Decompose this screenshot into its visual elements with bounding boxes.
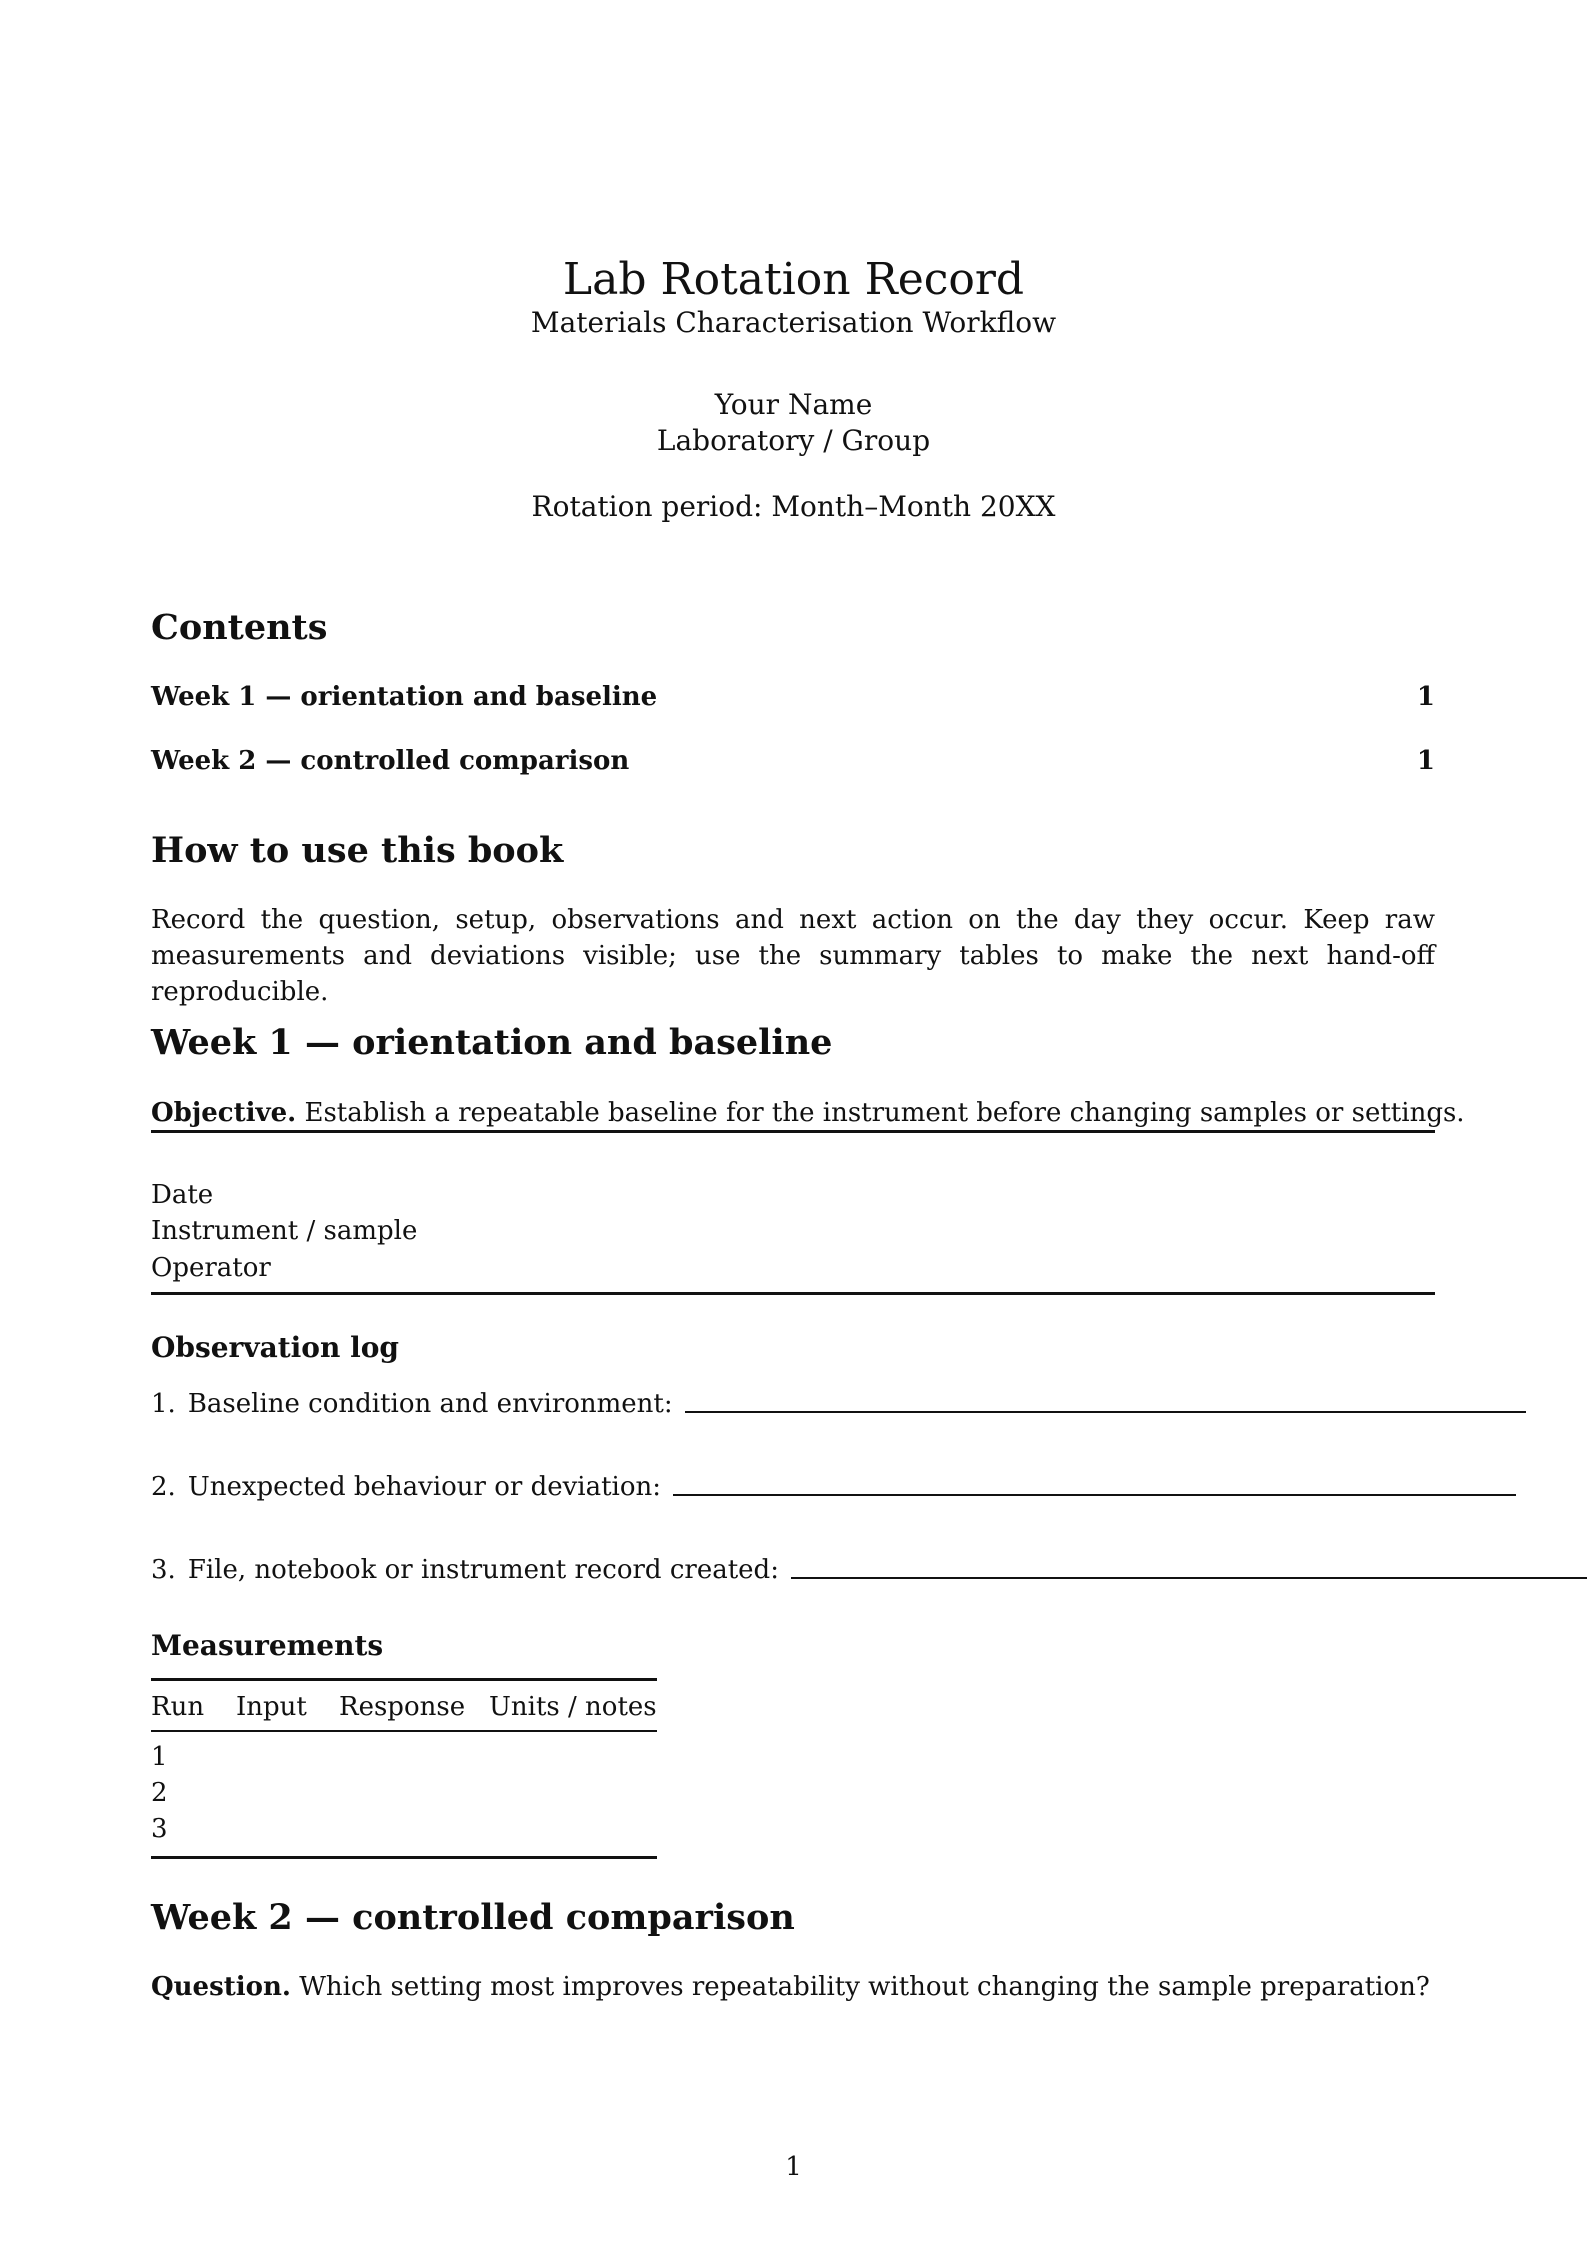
usage-heading: How to use this book <box>151 830 564 871</box>
item-number: 1. <box>151 1389 176 1419</box>
observation-item-1 <box>151 1387 1526 1421</box>
objective-rule <box>151 1130 1435 1133</box>
column-header: Input <box>236 1692 307 1722</box>
toc-entry-week-1[interactable] <box>151 680 1435 714</box>
toc-entry-label: Week 2 — controlled comparison <box>151 746 630 776</box>
rotation-period: Rotation period: Month–Month 20XX <box>531 490 1056 523</box>
fields-rule <box>151 1292 1435 1295</box>
objective-line <box>151 1096 1465 1130</box>
field-instrument-sample: Instrument / sample <box>151 1216 418 1246</box>
item-number: 2. <box>151 1472 176 1502</box>
week-1-heading: Week 1 — orientation and baseline <box>151 1022 833 1063</box>
table-bottom-rule <box>151 1856 657 1859</box>
document-subtitle: Materials Characterisation Workflow <box>530 306 1057 339</box>
question-line <box>151 1970 1430 2004</box>
document-title: Lab Rotation Record <box>562 254 1025 305</box>
toc-entry-label: Week 1 — orientation and baseline <box>151 682 658 712</box>
observation-log-heading: Observation log <box>151 1331 399 1364</box>
item-text: Unexpected behaviour or deviation: <box>187 1472 662 1502</box>
table-row: 3 <box>151 1814 168 1844</box>
table-row: 2 <box>151 1778 168 1808</box>
column-header: Units / notes <box>489 1692 657 1722</box>
table-row: 1 <box>151 1742 168 1772</box>
answer-line[interactable] <box>685 1410 1526 1413</box>
objective-label: Objective. <box>151 1098 297 1128</box>
objective-text: Establish a repeatable baseline for the instrument before changing samples or settings. <box>304 1098 1465 1128</box>
page-number: 1 <box>785 2152 802 2182</box>
table-header-rule <box>151 1730 657 1732</box>
question-label: Question. <box>151 1972 291 2002</box>
observation-item-2 <box>151 1470 1516 1504</box>
item-number: 3. <box>151 1555 176 1585</box>
contents-heading: Contents <box>151 607 328 648</box>
answer-line[interactable] <box>673 1493 1516 1496</box>
field-operator: Operator <box>151 1253 271 1283</box>
affiliation: Laboratory / Group <box>656 424 931 457</box>
answer-line[interactable] <box>791 1576 1587 1579</box>
field-date: Date <box>151 1180 214 1210</box>
item-text: File, notebook or instrument record created: <box>187 1555 779 1585</box>
toc-entry-week-2[interactable] <box>151 744 1435 778</box>
observation-item-3 <box>151 1553 1587 1587</box>
usage-paragraph: Record the question, setup, observations and next action on the day they occur. Keep raw measurements and deviations visible; use the summary tables to make the next hand-off reproducible. <box>151 905 1435 1007</box>
author-name: Your Name <box>714 388 873 421</box>
toc-entry-page: 1 <box>1416 746 1435 776</box>
item-text: Baseline condition and environment: <box>187 1389 673 1419</box>
column-header: Run <box>151 1692 205 1722</box>
table-top-rule <box>151 1678 657 1681</box>
measurements-heading: Measurements <box>151 1629 384 1662</box>
column-header: Response <box>339 1692 466 1722</box>
toc-entry-page: 1 <box>1416 682 1435 712</box>
week-2-heading: Week 2 — controlled comparison <box>151 1897 795 1938</box>
question-text: Which setting most improves repeatability without changing the sample preparation? <box>299 1972 1430 2002</box>
